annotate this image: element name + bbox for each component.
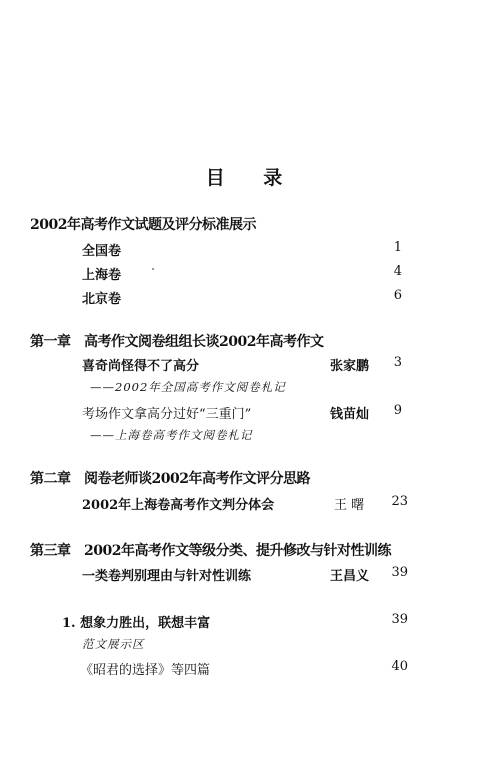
chapter-1-label: 第一章 — [30, 334, 71, 350]
chapter-2-label: 第二章 — [30, 471, 71, 487]
section-heading-2002-exam-topics: 2002年高考作文试题及评分标准展示 — [30, 217, 256, 233]
subsection-1-page: 39 — [391, 612, 408, 627]
toc-author-ch2-1: 王 曙 — [334, 498, 365, 513]
chapter-3-heading: 2002年高考作文等级分类、提升修改与针对性训练 — [84, 543, 391, 559]
toc-author-ch3-1: 王昌义 — [330, 569, 370, 584]
toc-page-beijing: 6 — [393, 288, 402, 303]
toc-entry-beijing: 北京卷 — [82, 292, 122, 307]
toc-page-ch2-1: 23 — [391, 494, 408, 509]
chapter-2-heading: 阅卷老师谈2002年高考作文评分思路 — [84, 471, 310, 487]
toc-page-ch3-1: 39 — [391, 565, 408, 580]
toc-entry-sample-showcase: 范文展示区 — [82, 637, 145, 651]
subsection-1-heading: 1. 想象力胜出，联想丰富 — [62, 616, 211, 631]
toc-entry-shanghai: 上海卷 — [82, 268, 122, 283]
toc-entry-ch1-2: 考场作文拿高分过好“三重门” — [82, 407, 252, 422]
toc-page-national: 1 — [393, 240, 402, 255]
toc-page-zhaojun: 40 — [391, 659, 408, 674]
toc-entry-ch3-1: 一类卷判别理由与针对性训练 — [82, 569, 252, 584]
toc-page-ch1-2: 9 — [393, 403, 402, 418]
chapter-1-heading: 高考作文阅卷组组长谈2002年高考作文 — [84, 334, 324, 350]
toc-page-ch1-1: 3 — [393, 355, 402, 370]
toc-entry-national: 全国卷 — [82, 244, 122, 259]
toc-subtitle-ch1-1: ——2002年全国高考作文阅卷札记 — [90, 380, 286, 394]
toc-entry-zhaojun: 《昭君的选择》等四篇 — [80, 663, 211, 678]
toc-author-ch1-1: 张家鹏 — [330, 359, 370, 374]
scan-speck — [152, 268, 154, 270]
page-title: 目 录 — [205, 167, 299, 189]
toc-page-shanghai: 4 — [393, 264, 402, 279]
toc-subtitle-ch1-2: ——上海卷高考作文阅卷札记 — [90, 428, 253, 442]
chapter-3-label: 第三章 — [30, 543, 71, 559]
toc-entry-ch2-1: 2002年上海卷高考作文判分体会 — [82, 498, 275, 513]
toc-author-ch1-2: 钱苗灿 — [330, 407, 370, 422]
toc-entry-ch1-1: 喜奇尚怪得不了高分 — [82, 359, 200, 374]
